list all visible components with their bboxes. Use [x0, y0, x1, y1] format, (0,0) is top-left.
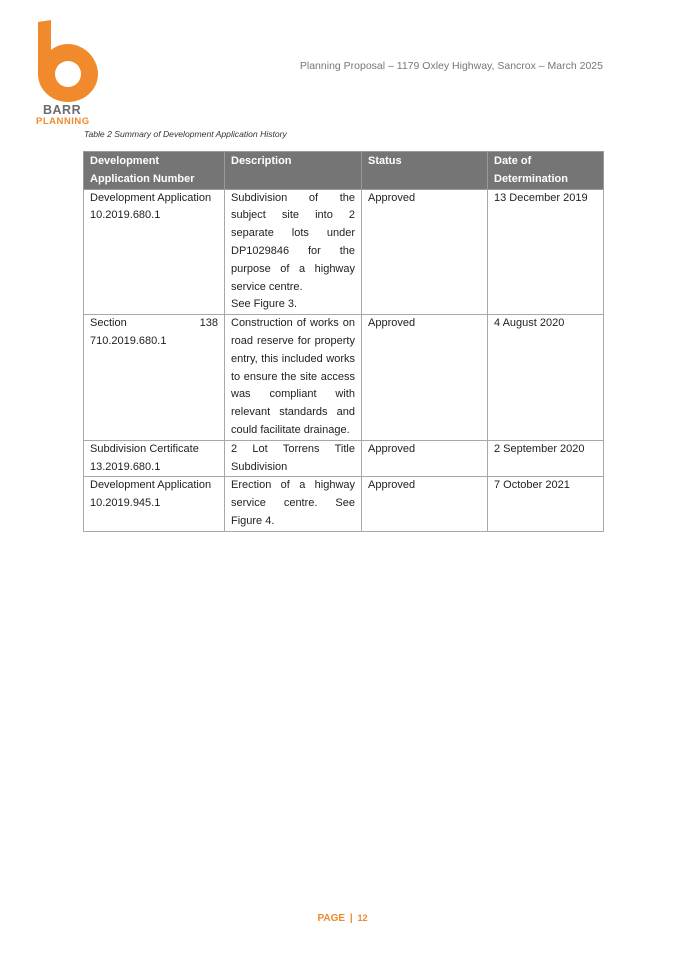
status-cell: Approved [362, 315, 488, 441]
date-cell: 4 August 2020 [488, 315, 604, 441]
page-header-title: Planning Proposal – 1179 Oxley Highway, Sancrox – March 2025 [299, 60, 603, 72]
logo-mark-icon [34, 20, 104, 104]
page-separator: | [349, 913, 353, 924]
application-number-cell: Section 138 710.2019.680.1 [84, 315, 225, 441]
date-cell: 13 December 2019 [488, 189, 604, 315]
description-cell [225, 189, 362, 315]
column-header-status: Status [362, 152, 488, 190]
application-number-cell: Development Application 10.2019.680.1 [84, 189, 225, 315]
logo-word-barr: BARR [43, 103, 82, 117]
table-header-row [84, 152, 604, 190]
application-number-cell: Development Application 10.2019.945.1 [84, 477, 225, 531]
description-text: Subdivision of the subject site into 2 separate lots under DP1029846 for the purpose of a highway service centre. [231, 191, 355, 293]
date-cell: 7 October 2021 [488, 477, 604, 531]
status-cell: Approved [362, 189, 488, 315]
status-cell: Approved [362, 477, 488, 531]
application-history-table [83, 151, 604, 532]
table-row [84, 440, 604, 477]
description-cell: Construction of works on road reserve for property entry, this included works to ensure the site access was compliant with relevant standards and could facilitate drainage. [225, 315, 362, 441]
page-label: PAGE [317, 913, 346, 924]
column-header-description: Description [225, 152, 362, 190]
table-row [84, 189, 604, 315]
application-number-cell: Subdivision Certificate 13.2019.680.1 [84, 440, 225, 477]
description-figure-ref: See Figure 3. [231, 298, 298, 311]
page-number: 12 [357, 913, 368, 923]
table-row [84, 315, 604, 441]
page-footer [0, 913, 685, 924]
date-cell: 2 September 2020 [488, 440, 604, 477]
column-header-date: Date of Determination [488, 152, 604, 190]
description-cell: Erection of a highway service centre. See Figure 4. [225, 477, 362, 531]
status-cell: Approved [362, 440, 488, 477]
logo-word-planning: PLANNING [36, 116, 90, 127]
description-cell: 2 Lot Torrens Title Subdivision [225, 440, 362, 477]
column-header-number: Development Application Number [84, 152, 225, 190]
barr-planning-logo [34, 20, 104, 130]
table-caption: Table 2 Summary of Development Application History [84, 129, 287, 139]
table-row [84, 477, 604, 531]
